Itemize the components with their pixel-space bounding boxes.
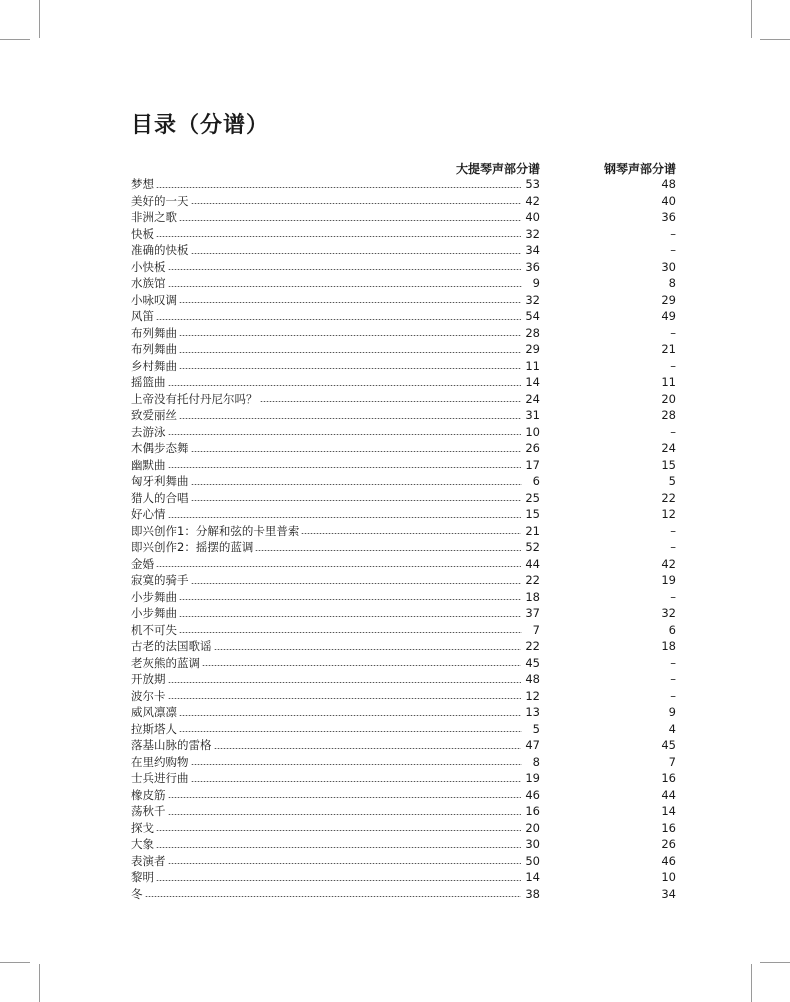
toc-row[interactable] — [131, 655, 676, 672]
toc-entry — [131, 209, 540, 226]
piece-title: 摇篮曲 — [131, 375, 166, 389]
crop-mark — [39, 964, 40, 1002]
toc-entry — [131, 820, 540, 837]
viola-page-number: 5 — [532, 721, 540, 736]
viola-page-number: 46 — [525, 787, 540, 802]
toc-row[interactable] — [131, 523, 676, 540]
crop-mark — [0, 39, 30, 40]
toc-row[interactable] — [131, 589, 676, 606]
viola-page-number: 18 — [525, 589, 540, 604]
piece-title: 探戈 — [131, 820, 154, 835]
dot-leader — [179, 368, 521, 369]
piece-title: 好心情 — [131, 507, 166, 521]
dot-leader — [191, 764, 523, 765]
dot-leader — [156, 830, 521, 831]
viola-page-number: 48 — [525, 672, 540, 686]
piece-title: 橡皮筋 — [131, 787, 166, 802]
viola-page-number: 54 — [525, 309, 540, 323]
toc-row[interactable] — [131, 341, 676, 358]
toc-row[interactable] — [131, 457, 676, 474]
viola-page-number: 31 — [525, 408, 540, 422]
toc-row[interactable] — [131, 325, 676, 342]
toc-row[interactable] — [131, 275, 676, 292]
dot-leader — [168, 467, 522, 468]
toc-entry — [131, 869, 540, 886]
piano-page-number: 46 — [661, 853, 676, 868]
viola-page-number: 14 — [525, 870, 540, 884]
toc-row[interactable] — [131, 358, 676, 375]
piano-page-number: 5 — [668, 474, 676, 488]
dot-leader — [168, 269, 522, 270]
toc-entry — [131, 589, 540, 606]
toc-entry — [131, 572, 540, 589]
viola-page-number: 32 — [525, 226, 540, 241]
toc-entry — [131, 275, 540, 292]
piece-title: 荡秋千 — [131, 804, 166, 818]
piano-page-number: 20 — [661, 391, 676, 406]
piano-page-number: 4 — [668, 721, 676, 736]
toc-entry — [131, 259, 540, 276]
dot-leader — [179, 715, 521, 716]
dot-leader — [179, 632, 522, 633]
crop-mark — [751, 964, 752, 1002]
viola-page-number: 6 — [532, 474, 540, 488]
piece-title: 寂寞的骑手 — [131, 573, 189, 587]
toc-entry — [131, 523, 540, 540]
piano-page-number: 12 — [661, 507, 676, 521]
dot-leader — [191, 484, 523, 485]
viola-page-number: 28 — [525, 325, 540, 340]
piece-title: 开放期 — [131, 672, 166, 686]
toc-entry — [131, 506, 540, 523]
crop-mark — [0, 962, 30, 963]
toc-entry — [131, 226, 540, 243]
piece-title: 金婚 — [131, 556, 154, 571]
dot-leader — [179, 335, 521, 336]
dot-leader — [191, 451, 522, 452]
dot-leader — [179, 352, 521, 353]
toc-row[interactable] — [131, 209, 676, 226]
toc-entry — [131, 770, 540, 787]
dot-leader — [202, 665, 521, 666]
dot-leader — [156, 847, 521, 848]
toc-entry — [131, 622, 540, 639]
piano-page-number: 21 — [661, 342, 676, 356]
toc-entry — [131, 655, 540, 672]
toc-row[interactable] — [131, 721, 676, 738]
piece-title: 乡村舞曲 — [131, 358, 177, 373]
toc-entry — [131, 424, 540, 441]
piano-page-number: 19 — [661, 573, 676, 587]
toc-row[interactable] — [131, 787, 676, 804]
piano-page-number: – — [670, 688, 676, 703]
piano-page-number: 16 — [661, 820, 676, 835]
piano-page-number: 10 — [661, 870, 676, 884]
piece-title: 老灰熊的蓝调 — [131, 655, 200, 670]
piece-title: 美好的一天 — [131, 193, 189, 208]
dot-leader — [168, 863, 522, 864]
toc-entry — [131, 688, 540, 705]
viola-page-number: 12 — [525, 688, 540, 703]
viola-page-number: 36 — [525, 259, 540, 274]
toc-entry — [131, 473, 540, 490]
crop-mark — [751, 0, 752, 38]
piano-page-number: 42 — [661, 556, 676, 571]
toc-row[interactable] — [131, 886, 676, 903]
crop-mark — [39, 0, 40, 38]
dot-leader — [168, 385, 522, 386]
dot-leader — [179, 616, 521, 617]
toc-row[interactable] — [131, 259, 676, 276]
toc-entry — [131, 490, 540, 507]
dot-leader — [260, 401, 522, 402]
toc-entry — [131, 836, 540, 853]
piano-page-number: 11 — [661, 375, 676, 389]
piece-title: 快板 — [131, 226, 154, 241]
piano-page-number: 7 — [668, 754, 676, 769]
dot-leader — [156, 566, 521, 567]
toc-row[interactable] — [131, 704, 676, 721]
viola-page-number: 7 — [532, 622, 540, 637]
toc-row[interactable] — [131, 242, 676, 259]
dot-leader — [168, 517, 522, 518]
piece-title: 布列舞曲 — [131, 342, 177, 356]
toc-row[interactable] — [131, 853, 676, 870]
dot-leader — [191, 253, 522, 254]
toc-entry — [131, 737, 540, 754]
piece-title: 猎人的合唱 — [131, 490, 189, 505]
dot-leader — [191, 583, 522, 584]
piano-page-number: – — [670, 589, 676, 604]
viola-page-number: 24 — [525, 391, 540, 406]
toc-row[interactable] — [131, 754, 676, 771]
toc-row[interactable] — [131, 556, 676, 573]
toc-row[interactable] — [131, 803, 676, 820]
dot-leader — [168, 814, 522, 815]
toc-row[interactable] — [131, 440, 676, 457]
piece-title: 上帝没有托付丹尼尔吗？ — [131, 391, 258, 406]
piano-page-number: 16 — [661, 771, 676, 785]
toc-entry — [131, 341, 540, 358]
toc-entry — [131, 440, 540, 457]
dot-leader — [168, 797, 522, 798]
piano-page-number: – — [670, 358, 676, 373]
toc-row[interactable] — [131, 193, 676, 210]
piece-title: 木偶步态舞 — [131, 441, 189, 455]
viola-page-number: 8 — [532, 754, 540, 769]
piano-page-number: 18 — [661, 639, 676, 653]
dot-leader — [179, 731, 522, 732]
dot-leader — [168, 698, 522, 699]
piece-title: 表演者 — [131, 853, 166, 868]
piece-title: 在里约购物 — [131, 754, 189, 769]
piano-page-number: – — [670, 523, 676, 538]
piece-title: 黎明 — [131, 870, 154, 884]
piece-title: 小快板 — [131, 259, 166, 274]
piano-page-number: – — [670, 672, 676, 686]
column-header-viola: 大提琴声部分谱 — [455, 162, 540, 176]
piece-title: 小步舞曲 — [131, 606, 177, 620]
piano-page-number: 34 — [661, 886, 676, 901]
toc-entry — [131, 556, 540, 573]
piece-title: 小咏叹调 — [131, 292, 177, 307]
toc-entry — [131, 325, 540, 342]
piano-page-number: 28 — [661, 408, 676, 422]
piece-title: 波尔卡 — [131, 688, 166, 703]
viola-page-number: 25 — [525, 490, 540, 505]
piece-title: 拉斯塔人 — [131, 721, 177, 736]
piece-title: 冬 — [131, 886, 143, 901]
piano-page-number: 24 — [661, 441, 676, 455]
dot-leader — [214, 748, 522, 749]
piano-page-number: 32 — [661, 606, 676, 620]
piano-page-number: 6 — [668, 622, 676, 637]
piano-page-number: 15 — [661, 457, 676, 472]
toc-row[interactable] — [131, 737, 676, 754]
piano-page-number: – — [670, 226, 676, 241]
dot-leader — [191, 781, 522, 782]
viola-page-number: 14 — [525, 375, 540, 389]
viola-page-number: 32 — [525, 292, 540, 307]
viola-page-number: 13 — [525, 705, 540, 719]
dot-leader — [168, 434, 522, 435]
dot-leader — [191, 500, 522, 501]
viola-page-number: 38 — [525, 886, 540, 901]
crop-mark — [760, 39, 790, 40]
piece-title: 风笛 — [131, 309, 154, 323]
piece-title: 匈牙利舞曲 — [131, 474, 189, 488]
dot-leader — [168, 286, 523, 287]
toc-row[interactable] — [131, 820, 676, 837]
dot-leader — [179, 220, 521, 221]
piece-title: 即兴创作1：分解和弦的卡里普索 — [131, 523, 300, 538]
piece-title: 大象 — [131, 837, 154, 851]
toc-entry — [131, 407, 540, 424]
toc-row[interactable] — [131, 308, 676, 325]
piece-title: 即兴创作2：摇摆的蓝调 — [131, 540, 254, 554]
viola-page-number: 26 — [525, 441, 540, 455]
piano-page-number: 49 — [661, 309, 676, 323]
toc-row[interactable] — [131, 605, 676, 622]
toc-row[interactable] — [131, 638, 676, 655]
viola-page-number: 20 — [525, 820, 540, 835]
dot-leader — [214, 649, 522, 650]
dot-leader — [156, 319, 521, 320]
piano-page-number: – — [670, 424, 676, 439]
toc-entry — [131, 242, 540, 259]
dot-leader — [179, 418, 521, 419]
piece-title: 梦想 — [131, 177, 154, 191]
viola-page-number: 29 — [525, 342, 540, 356]
page-title: 目录（分谱） — [131, 113, 270, 138]
piece-title: 去游泳 — [131, 424, 166, 439]
viola-page-number: 22 — [525, 639, 540, 653]
dot-leader — [156, 187, 521, 188]
viola-page-number: 45 — [525, 655, 540, 670]
dot-leader — [255, 550, 521, 551]
piece-title: 幽默曲 — [131, 457, 166, 472]
toc-entry — [131, 803, 540, 820]
toc-entry — [131, 292, 540, 309]
viola-page-number: 50 — [525, 853, 540, 868]
piano-page-number: 45 — [661, 738, 676, 752]
toc-row[interactable] — [131, 688, 676, 705]
piano-page-number: 14 — [661, 804, 676, 818]
viola-page-number: 9 — [532, 276, 540, 290]
viola-page-number: 10 — [525, 424, 540, 439]
dot-leader — [156, 880, 521, 881]
viola-page-number: 53 — [525, 177, 540, 191]
toc-row[interactable] — [131, 539, 676, 556]
piece-title: 水族馆 — [131, 276, 166, 290]
toc-row[interactable] — [131, 572, 676, 589]
piece-title: 非洲之歌 — [131, 210, 177, 224]
toc-entry — [131, 721, 540, 738]
viola-page-number: 17 — [525, 457, 540, 472]
toc-row[interactable] — [131, 622, 676, 639]
piano-page-number: – — [670, 325, 676, 340]
table-of-contents — [131, 176, 676, 902]
dot-leader — [168, 682, 522, 683]
viola-page-number: 30 — [525, 837, 540, 851]
viola-page-number: 44 — [525, 556, 540, 571]
toc-entry — [131, 671, 540, 688]
dot-leader — [145, 896, 522, 897]
piano-page-number: 40 — [661, 193, 676, 208]
toc-entry — [131, 457, 540, 474]
piece-title: 古老的法国歌谣 — [131, 639, 212, 653]
viola-page-number: 34 — [525, 243, 540, 257]
toc-entry — [131, 358, 540, 375]
viola-page-number: 22 — [525, 573, 540, 587]
toc-row[interactable] — [131, 226, 676, 243]
toc-row[interactable] — [131, 490, 676, 507]
viola-page-number: 52 — [525, 540, 540, 554]
piano-page-number: 22 — [661, 490, 676, 505]
piano-page-number: 30 — [661, 259, 676, 274]
dot-leader — [179, 302, 521, 303]
dot-leader — [179, 599, 521, 600]
viola-page-number: 16 — [525, 804, 540, 818]
piano-page-number: 8 — [668, 276, 676, 290]
viola-page-number: 42 — [525, 193, 540, 208]
toc-row[interactable] — [131, 374, 676, 391]
piece-title: 威风凛凛 — [131, 705, 177, 719]
piano-page-number: – — [670, 243, 676, 257]
viola-page-number: 15 — [525, 507, 540, 521]
piano-page-number: – — [670, 655, 676, 670]
piano-page-number: 36 — [661, 210, 676, 224]
piano-page-number: 48 — [661, 177, 676, 191]
toc-entry — [131, 886, 540, 903]
toc-row[interactable] — [131, 473, 676, 490]
viola-page-number: 19 — [525, 771, 540, 785]
viola-page-number: 37 — [525, 606, 540, 620]
toc-row[interactable] — [131, 770, 676, 787]
toc-entry — [131, 391, 540, 408]
toc-entry — [131, 374, 540, 391]
piece-title: 机不可失 — [131, 622, 177, 637]
toc-row[interactable] — [131, 176, 676, 193]
crop-mark — [760, 962, 790, 963]
viola-page-number: 47 — [525, 738, 540, 752]
piece-title: 致爱丽丝 — [131, 408, 177, 422]
dot-leader — [191, 203, 522, 204]
toc-entry — [131, 754, 540, 771]
toc-row[interactable] — [131, 671, 676, 688]
toc-row[interactable] — [131, 506, 676, 523]
piano-page-number: – — [670, 540, 676, 554]
piece-title: 落基山脉的雷格 — [131, 738, 212, 752]
toc-entry — [131, 853, 540, 870]
piece-title: 士兵进行曲 — [131, 771, 189, 785]
column-header-piano: 钢琴声部分谱 — [603, 162, 676, 176]
toc-row[interactable] — [131, 836, 676, 853]
piece-title: 小步舞曲 — [131, 589, 177, 604]
dot-leader — [301, 533, 521, 534]
piano-page-number: 26 — [661, 837, 676, 851]
toc-entry — [131, 539, 540, 556]
toc-entry — [131, 787, 540, 804]
viola-page-number: 21 — [525, 523, 540, 538]
piece-title: 布列舞曲 — [131, 325, 177, 340]
toc-row[interactable] — [131, 292, 676, 309]
toc-entry — [131, 308, 540, 325]
toc-row[interactable] — [131, 869, 676, 886]
piano-page-number: 29 — [661, 292, 676, 307]
toc-entry — [131, 605, 540, 622]
viola-page-number: 11 — [525, 358, 540, 373]
toc-row[interactable] — [131, 407, 676, 424]
toc-row[interactable] — [131, 424, 676, 441]
toc-entry — [131, 193, 540, 210]
toc-entry — [131, 176, 540, 193]
viola-page-number: 40 — [525, 210, 540, 224]
toc-entry — [131, 638, 540, 655]
piano-page-number: 44 — [661, 787, 676, 802]
dot-leader — [156, 236, 521, 237]
piano-page-number: 9 — [668, 705, 676, 719]
toc-entry — [131, 704, 540, 721]
toc-row[interactable] — [131, 391, 676, 408]
piece-title: 准确的快板 — [131, 243, 189, 257]
